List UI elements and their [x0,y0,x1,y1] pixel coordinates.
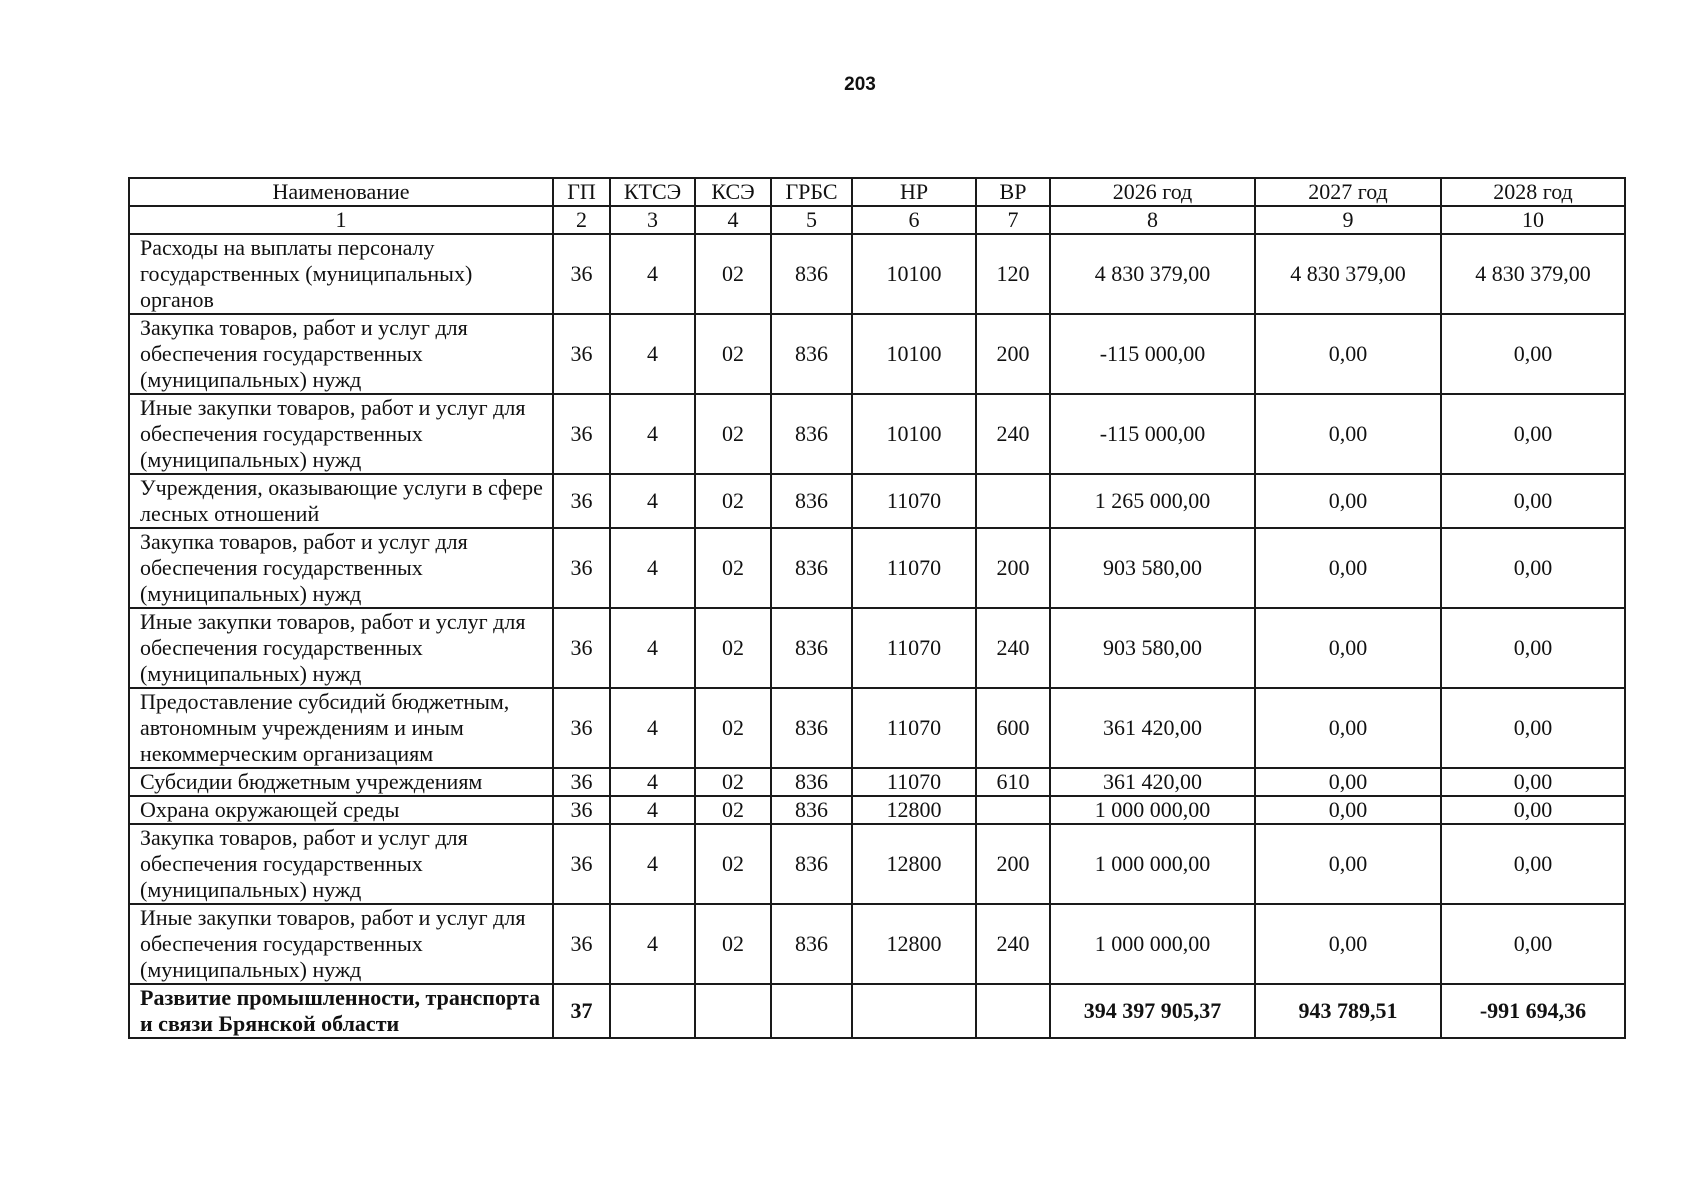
row-name: Закупка товаров, работ и услуг для обеспечения государственных (муниципальных) нужд [129,314,553,394]
table-row [129,688,1625,768]
row-kse: 02 [695,904,771,984]
table-row [129,984,1625,1038]
budget-table [128,177,1626,1039]
row-grbs: 836 [771,824,852,904]
row-name: Расходы на выплаты персоналу государственных (муниципальных) органов [129,234,553,314]
table-row [129,824,1625,904]
row-gp: 37 [553,984,610,1038]
row-2028: 0,00 [1441,688,1625,768]
table-row [129,314,1625,394]
column-number: 6 [852,206,976,234]
row-ktse: 4 [610,824,695,904]
column-number: 2 [553,206,610,234]
row-ktse: 4 [610,394,695,474]
column-number: 1 [129,206,553,234]
row-grbs: 836 [771,768,852,796]
row-gp: 36 [553,904,610,984]
row-name: Иные закупки товаров, работ и услуг для обеспечения государственных (муниципальных) нужд [129,608,553,688]
column-number: 9 [1255,206,1441,234]
column-number: 7 [976,206,1050,234]
table-row [129,608,1625,688]
row-nr: 10100 [852,234,976,314]
row-vr [976,796,1050,824]
row-2027: 0,00 [1255,688,1441,768]
row-kse: 02 [695,824,771,904]
row-name: Закупка товаров, работ и услуг для обеспечения государственных (муниципальных) нужд [129,824,553,904]
row-2026: -115 000,00 [1050,314,1255,394]
header-grbs: ГРБС [771,178,852,206]
row-nr: 11070 [852,688,976,768]
row-grbs: 836 [771,608,852,688]
row-2028: 0,00 [1441,768,1625,796]
row-kse [695,984,771,1038]
row-ktse: 4 [610,768,695,796]
row-nr: 10100 [852,314,976,394]
column-number: 4 [695,206,771,234]
row-2027: 943 789,51 [1255,984,1441,1038]
row-gp: 36 [553,234,610,314]
row-kse: 02 [695,528,771,608]
table-row [129,768,1625,796]
row-nr: 12800 [852,904,976,984]
row-vr: 600 [976,688,1050,768]
row-2026: 1 000 000,00 [1050,904,1255,984]
row-vr: 240 [976,608,1050,688]
row-vr: 200 [976,528,1050,608]
column-number: 10 [1441,206,1625,234]
row-gp: 36 [553,608,610,688]
row-gp: 36 [553,394,610,474]
row-2028: 0,00 [1441,796,1625,824]
table-row [129,474,1625,528]
row-grbs: 836 [771,314,852,394]
row-2026: 361 420,00 [1050,688,1255,768]
header-gp: ГП [553,178,610,206]
row-name: Иные закупки товаров, работ и услуг для обеспечения государственных (муниципальных) нужд [129,904,553,984]
row-name: Учреждения, оказывающие услуги в сфере лесных отношений [129,474,553,528]
row-2026: 903 580,00 [1050,528,1255,608]
row-2026: 903 580,00 [1050,608,1255,688]
table-row [129,904,1625,984]
row-kse: 02 [695,796,771,824]
row-kse: 02 [695,688,771,768]
row-kse: 02 [695,474,771,528]
row-gp: 36 [553,528,610,608]
row-2028: 0,00 [1441,904,1625,984]
row-ktse: 4 [610,608,695,688]
column-number-row [129,206,1625,234]
row-vr: 200 [976,314,1050,394]
row-2026: 1 265 000,00 [1050,474,1255,528]
row-2026: 394 397 905,37 [1050,984,1255,1038]
row-2026: -115 000,00 [1050,394,1255,474]
row-name: Субсидии бюджетным учреждениям [129,768,553,796]
row-2028: 0,00 [1441,528,1625,608]
table-row [129,394,1625,474]
row-2028: 0,00 [1441,824,1625,904]
table-row [129,234,1625,314]
row-2027: 0,00 [1255,904,1441,984]
row-2028: 0,00 [1441,314,1625,394]
row-grbs: 836 [771,474,852,528]
row-grbs: 836 [771,796,852,824]
row-gp: 36 [553,768,610,796]
header-name: Наименование [129,178,553,206]
row-2027: 0,00 [1255,824,1441,904]
table-body [129,234,1625,1038]
row-name: Предоставление субсидий бюджетным, автономным учреждениям и иным некоммерческим организациям [129,688,553,768]
row-nr: 12800 [852,824,976,904]
row-kse: 02 [695,768,771,796]
row-2028: 0,00 [1441,608,1625,688]
row-vr [976,984,1050,1038]
row-ktse: 4 [610,904,695,984]
column-number: 5 [771,206,852,234]
row-nr: 11070 [852,768,976,796]
header-2027: 2027 год [1255,178,1441,206]
row-2026: 1 000 000,00 [1050,796,1255,824]
row-vr: 240 [976,394,1050,474]
row-2027: 4 830 379,00 [1255,234,1441,314]
row-2027: 0,00 [1255,394,1441,474]
row-2026: 4 830 379,00 [1050,234,1255,314]
row-grbs: 836 [771,528,852,608]
row-grbs: 836 [771,904,852,984]
row-ktse [610,984,695,1038]
row-2026: 1 000 000,00 [1050,824,1255,904]
header-kse: КСЭ [695,178,771,206]
row-kse: 02 [695,394,771,474]
row-name: Охрана окружающей среды [129,796,553,824]
row-kse: 02 [695,608,771,688]
row-vr: 200 [976,824,1050,904]
row-vr [976,474,1050,528]
row-vr: 120 [976,234,1050,314]
row-2027: 0,00 [1255,768,1441,796]
header-nr: НР [852,178,976,206]
row-ktse: 4 [610,688,695,768]
row-2027: 0,00 [1255,796,1441,824]
row-vr: 610 [976,768,1050,796]
column-number: 8 [1050,206,1255,234]
row-gp: 36 [553,314,610,394]
row-2026: 361 420,00 [1050,768,1255,796]
row-ktse: 4 [610,314,695,394]
row-nr: 11070 [852,528,976,608]
row-nr: 12800 [852,796,976,824]
row-name: Иные закупки товаров, работ и услуг для обеспечения государственных (муниципальных) нужд [129,394,553,474]
row-gp: 36 [553,688,610,768]
row-vr: 240 [976,904,1050,984]
row-ktse: 4 [610,796,695,824]
row-2028: 0,00 [1441,474,1625,528]
row-2027: 0,00 [1255,314,1441,394]
row-gp: 36 [553,824,610,904]
row-name: Закупка товаров, работ и услуг для обеспечения государственных (муниципальных) нужд [129,528,553,608]
row-2027: 0,00 [1255,528,1441,608]
row-nr: 10100 [852,394,976,474]
row-ktse: 4 [610,528,695,608]
row-nr: 11070 [852,608,976,688]
row-grbs: 836 [771,394,852,474]
row-nr [852,984,976,1038]
page-number: 203 [844,74,876,95]
header-2026: 2026 год [1050,178,1255,206]
row-nr: 11070 [852,474,976,528]
row-2027: 0,00 [1255,608,1441,688]
table-row [129,796,1625,824]
row-ktse: 4 [610,474,695,528]
row-ktse: 4 [610,234,695,314]
column-number: 3 [610,206,695,234]
row-grbs: 836 [771,688,852,768]
header-2028: 2028 год [1441,178,1625,206]
row-grbs: 836 [771,234,852,314]
row-name: Развитие промышленности, транспорта и связи Брянской области [129,984,553,1038]
row-grbs [771,984,852,1038]
row-2028: 4 830 379,00 [1441,234,1625,314]
row-kse: 02 [695,314,771,394]
row-2028: 0,00 [1441,394,1625,474]
row-kse: 02 [695,234,771,314]
header-vr: ВР [976,178,1050,206]
row-2028: -991 694,36 [1441,984,1625,1038]
header-ktse: КТСЭ [610,178,695,206]
header-row [129,178,1625,206]
row-gp: 36 [553,796,610,824]
row-gp: 36 [553,474,610,528]
row-2027: 0,00 [1255,474,1441,528]
table-row [129,528,1625,608]
